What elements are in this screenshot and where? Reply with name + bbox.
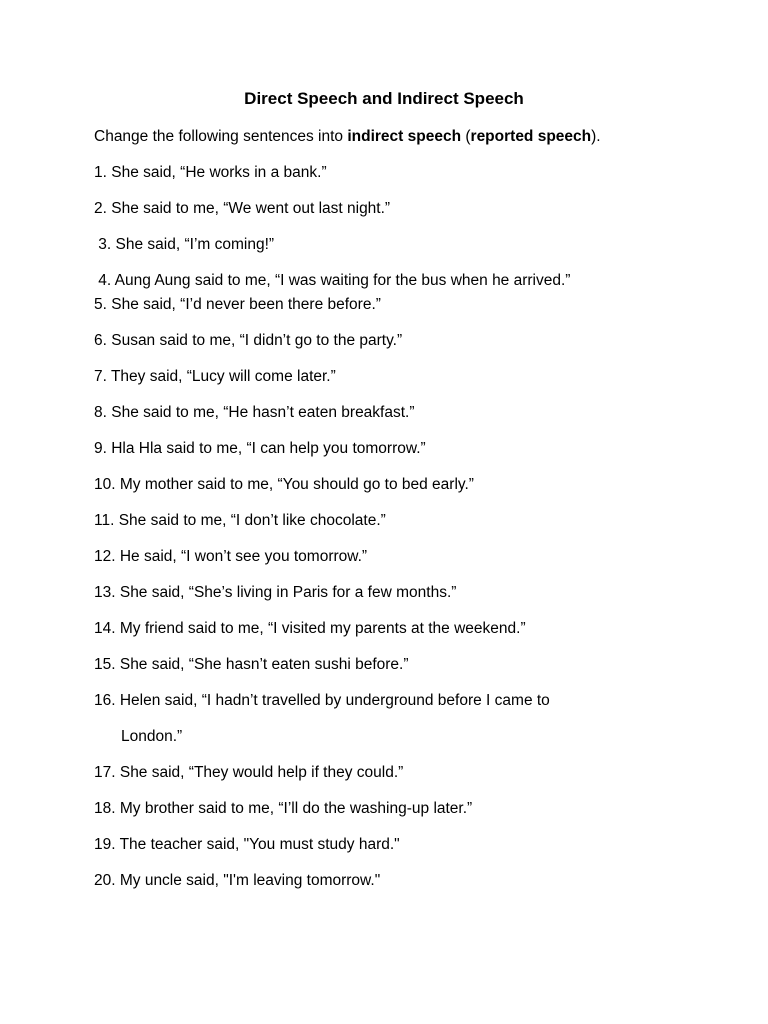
instruction-bold-reported: reported speech [470,128,592,145]
sentence-item: 9. Hla Hla said to me, “I can help you tomorrow.” [94,440,426,457]
sentence-item: 7. They said, “Lucy will come later.” [94,368,336,385]
sentence-item: 14. My friend said to me, “I visited my parents at the weekend.” [94,620,526,637]
sentence-item: 6. Susan said to me, “I didn’t go to the party.” [94,332,403,349]
sentence-item: 15. She said, “She hasn’t eaten sushi before.” [94,656,409,673]
sentence-item: 16. Helen said, “I hadn’t travelled by underground before I came to [94,692,550,709]
sentence-item-continuation: London.” [121,728,183,745]
sentence-item: 17. She said, “They would help if they could.” [94,764,404,781]
sentence-item: 11. She said to me, “I don’t like chocolate.” [94,512,386,529]
sentence-item: 1. She said, “He works in a bank.” [94,164,327,181]
sentence-item: 4. Aung Aung said to me, “I was waiting for the bus when he arrived.” [94,272,571,289]
sentence-item: 20. My uncle said, "I'm leaving tomorrow." [94,872,381,889]
sentence-item: 2. She said to me, “We went out last night.” [94,200,391,217]
sentence-item: 3. She said, “I’m coming!” [94,236,275,253]
sentence-item: 8. She said to me, “He hasn’t eaten breakfast.” [94,404,415,421]
sentence-item: 5. She said, “I’d never been there before.” [94,296,381,313]
sentence-item: 13. She said, “She’s living in Paris for a few months.” [94,584,457,601]
instruction-middle: ( [461,128,471,145]
sentence-item: 12. He said, “I won’t see you tomorrow.” [94,548,368,565]
instruction-suffix: ). [591,128,601,145]
instruction-prefix: Change the following sentences into [94,128,348,145]
sentence-item: 10. My mother said to me, “You should go to bed early.” [94,476,474,493]
sentence-item: 18. My brother said to me, “I’ll do the washing-up later.” [94,800,473,817]
instruction-bold-indirect: indirect speech [347,128,462,145]
document-title: Direct Speech and Indirect Speech [244,89,524,108]
sentence-item: 19. The teacher said, "You must study hard." [94,836,400,853]
instruction-text [94,126,601,148]
